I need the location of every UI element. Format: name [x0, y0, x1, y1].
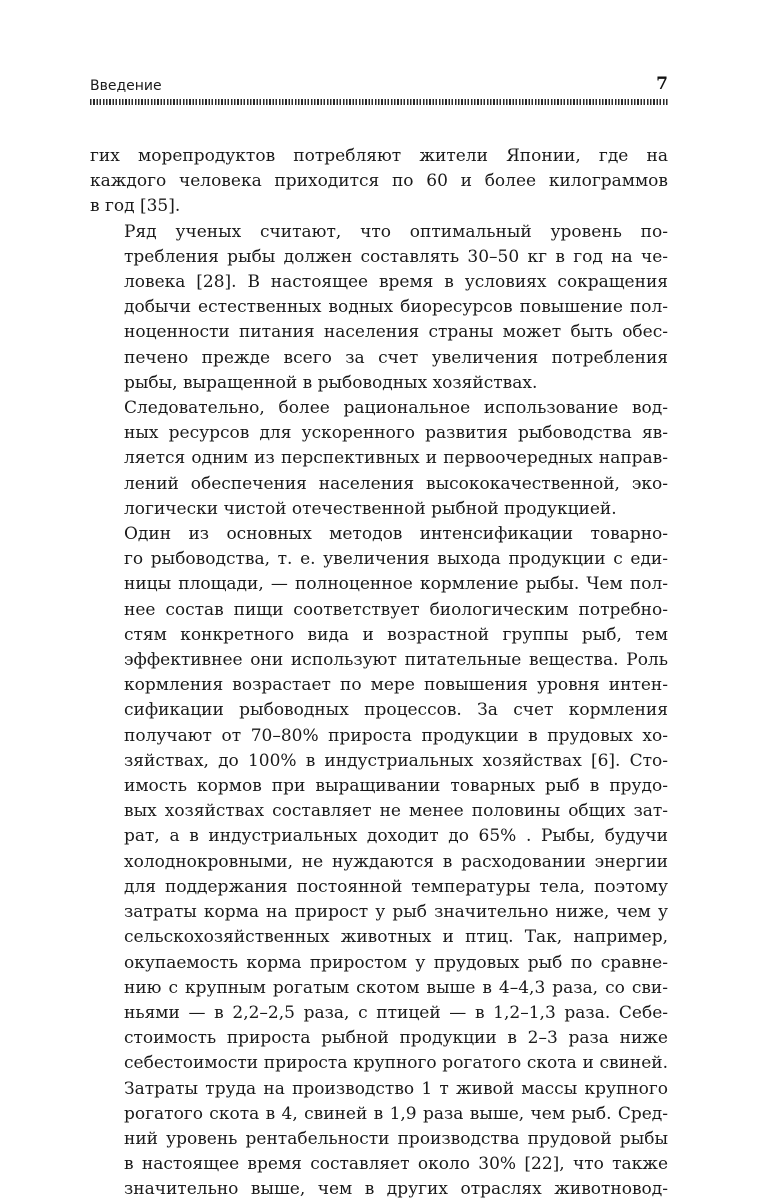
- header-rule: [90, 99, 668, 105]
- text-line: логически чистой отечественной рыбной продукцией.: [124, 498, 617, 519]
- text-line: ньями — в 2,2–2,5 раза, с птицей — в 1,2–1,3 раза. Себе-: [124, 1002, 668, 1023]
- text-line: холоднокровными, не нуждаются в расходовании энергии: [124, 851, 668, 872]
- text-line: лений обеспечения населения высококачественной, эко-: [124, 473, 668, 494]
- text-line: печено прежде всего за счет увеличения потребления: [124, 347, 668, 368]
- text-line: вых хозяйствах составляет не менее половины общих зат-: [124, 801, 668, 822]
- text-line: имость кормов при выращивании товарных рыб в прудо-: [124, 776, 668, 797]
- text-line: окупаемость корма приростом у прудовых рыб по сравне-: [124, 952, 668, 973]
- text-line: рыбы, выращенной в рыбоводных хозяйствах.: [124, 372, 538, 393]
- text-line: кормления возрастает по мере повышения уровня интен-: [124, 675, 668, 696]
- text-line: го рыбоводства, т. е. увеличения выхода продукции с еди-: [124, 549, 668, 570]
- text-line: гих морепродуктов потребляют жители Японии, где на: [90, 146, 668, 166]
- text-line: сификации рыбоводных процессов. За счет кормления: [124, 700, 668, 721]
- text-line: стоимость прироста рыбной продукции в 2–3 раза ниже: [124, 1028, 668, 1049]
- text-line: ницы площади, — полноценное кормление рыбы. Чем пол-: [124, 574, 668, 595]
- text-line: ляется одним из перспективных и первоочередных направ-: [124, 448, 668, 469]
- text-line: ний уровень рентабельности производства прудовой рыбы: [124, 1128, 668, 1149]
- text-line: рат, а в индустриальных доходит до 65% . Рыбы, будучи: [124, 826, 668, 847]
- text-line: нее состав пищи соответствует биологическим потребно-: [124, 599, 668, 620]
- text-line: эффективнее они используют питательные вещества. Роль: [124, 650, 668, 671]
- text-line: рогатого скота в 4, свиней в 1,9 раза выше, чем рыб. Сред-: [124, 1103, 668, 1124]
- text-line: ловека [28]. В настоящее время в условиях сокращения: [124, 272, 668, 293]
- text-line: Следовательно, более рациональное использование вод-: [124, 398, 668, 419]
- text-line: получают от 70–80% прироста продукции в прудовых хо-: [124, 725, 668, 746]
- text-line: ных ресурсов для ускоренного развития рыбоводства яв-: [124, 423, 668, 444]
- body-text: [90, 144, 668, 1203]
- text-line: Один из основных методов интенсификации товарно-: [124, 524, 668, 545]
- paragraph: [90, 144, 668, 220]
- page-number: 7: [656, 74, 668, 94]
- paragraph: [90, 220, 668, 396]
- text-line: себестоимости прироста крупного рогатого скота и свиней.: [124, 1053, 668, 1074]
- text-line: требления рыбы должен составлять 30–50 кг в год на че-: [124, 246, 668, 267]
- text-line: затраты корма на прирост у рыб значительно ниже, чем у: [124, 902, 668, 923]
- text-line: в настоящее время составляет около 30% [22], что также: [124, 1154, 668, 1175]
- text-line: Затраты труда на производство 1 т живой массы крупного: [124, 1078, 668, 1099]
- text-line: стям конкретного вида и возрастной группы рыб, тем: [124, 624, 668, 645]
- running-header: [90, 74, 668, 100]
- section-title: Введение: [90, 78, 162, 94]
- text-line: сельскохозяйственных животных и птиц. Так, например,: [124, 927, 668, 948]
- paragraph: [90, 522, 668, 1202]
- text-line: в год [35].: [90, 196, 181, 217]
- text-line: добычи естественных водных биоресурсов повышение пол-: [124, 297, 668, 318]
- text-line: для поддержания постоянной температуры тела, поэтому: [124, 876, 668, 897]
- text-line: зяйствах, до 100% в индустриальных хозяйствах [6]. Сто-: [124, 750, 668, 771]
- text-line: Ряд ученых считают, что оптимальный уровень по-: [124, 221, 668, 242]
- text-line: значительно выше, чем в других отраслях животновод-: [124, 1179, 668, 1200]
- text-line: каждого человека приходится по 60 и более килограммов: [90, 171, 668, 192]
- paragraph: [90, 396, 668, 522]
- text-line: нию с крупным рогатым скотом выше в 4–4,3 раза, со сви-: [124, 977, 668, 998]
- text-line: ноценности питания населения страны может быть обес-: [124, 322, 668, 343]
